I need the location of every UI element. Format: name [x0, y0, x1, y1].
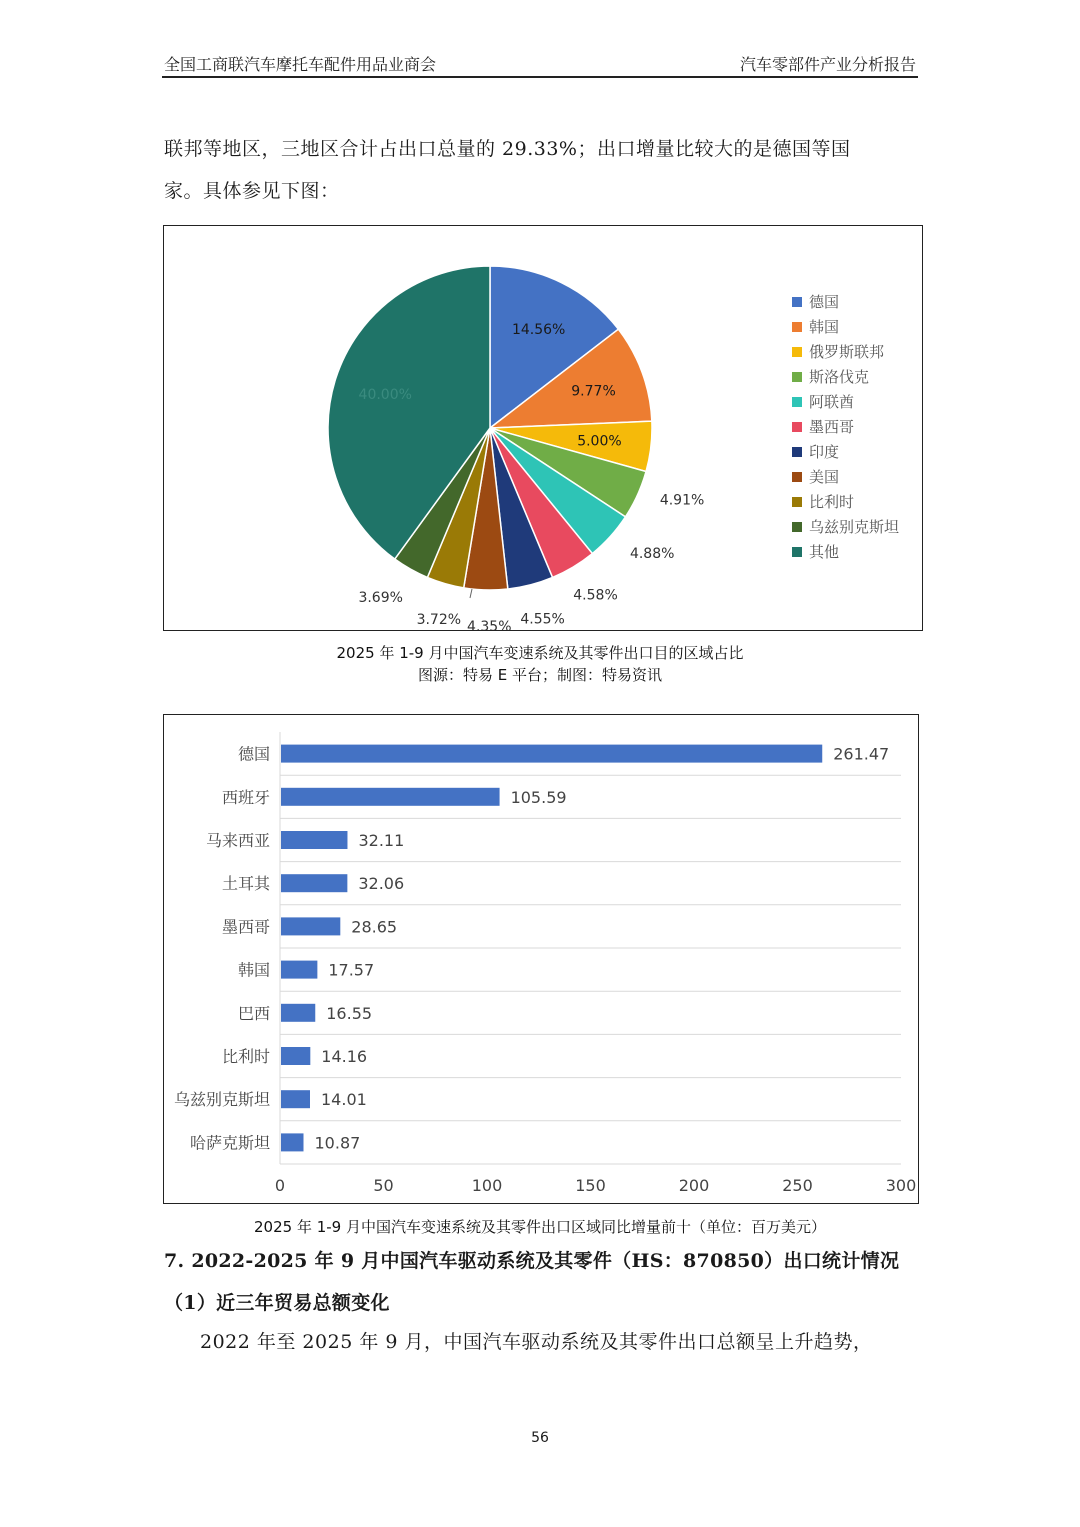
legend-swatch [792, 397, 802, 407]
bar [281, 917, 340, 935]
bar-chart [164, 715, 918, 1203]
legend-swatch [792, 422, 802, 432]
pie-data-label: 5.00% [577, 433, 622, 450]
legend-label: 美国 [809, 468, 840, 486]
pie-data-label: 3.69% [358, 590, 403, 607]
legend-label: 乌兹别克斯坦 [809, 518, 900, 536]
header-rule [162, 76, 918, 78]
legend-label: 德国 [809, 293, 840, 311]
pie-data-label: 4.35% [467, 618, 512, 630]
legend-label: 其他 [809, 543, 840, 561]
value-label: 32.11 [358, 831, 405, 850]
pie-leader-line [470, 589, 472, 598]
paragraph-line-2: 家。具体参见下图： [164, 180, 340, 202]
pie-data-label: 40.00% [358, 386, 412, 403]
category-label: 巴西 [237, 1003, 270, 1023]
pie-data-label: 14.56% [511, 322, 566, 339]
legend-swatch [792, 547, 802, 557]
bar [281, 745, 822, 763]
legend-label: 斯洛伐克 [809, 368, 870, 386]
pie-data-label: 4.55% [520, 611, 565, 628]
paragraph-2: 2022 年至 2025 年 9 月，中国汽车驱动系统及其零件出口总额呈上升趋势， [200, 1331, 873, 1353]
pie-data-label: 3.72% [416, 612, 462, 629]
category-label: 土耳其 [221, 874, 270, 894]
pie-chart [164, 226, 922, 630]
bar [281, 1004, 315, 1022]
legend-swatch [792, 472, 802, 482]
category-label: 西班牙 [221, 787, 270, 807]
pie-chart-caption: 2025 年 1-9 月中国汽车变速系统及其零件出口目的区域占比 [336, 644, 744, 662]
value-label: 10.87 [314, 1133, 361, 1153]
legend-swatch [792, 522, 802, 532]
category-label: 墨西哥 [221, 917, 270, 937]
value-label: 32.06 [358, 874, 405, 894]
category-label: 乌兹别克斯坦 [173, 1090, 270, 1110]
legend-swatch [792, 372, 802, 382]
category-label: 韩国 [237, 960, 270, 980]
pie-chart-frame [163, 225, 923, 631]
value-label: 14.16 [321, 1047, 368, 1066]
x-tick-label: 300 [885, 1176, 917, 1195]
paragraph-line-1: 联邦等地区，三地区合计占出口总量的 29.33%；出口增量比较大的是德国等国 [164, 138, 851, 160]
legend-swatch [792, 347, 802, 357]
x-tick-label: 150 [575, 1176, 606, 1195]
header-report-title: 汽车零部件产业分析报告 [739, 55, 916, 74]
bar [281, 1090, 310, 1108]
legend-label: 墨西哥 [809, 418, 855, 436]
legend-swatch [792, 497, 802, 507]
section-heading: 7. 2022-2025 年 9 月中国汽车驱动系统及其零件（HS：870850）出口统计情况 [164, 1250, 900, 1272]
x-tick-label: 50 [373, 1176, 394, 1195]
legend-label: 印度 [809, 443, 840, 461]
pie-data-label: 4.88% [629, 546, 675, 563]
pie-chart-source: 图源：特易 E 平台；制图：特易资讯 [417, 666, 662, 684]
legend-swatch [792, 447, 802, 457]
bar-chart-caption: 2025 年 1-9 月中国汽车变速系统及其零件出口区域同比增量前十（单位：百万美元） [254, 1218, 826, 1236]
header-org-name: 全国工商联汽车摩托车配件用品业商会 [164, 55, 437, 74]
legend-label: 俄罗斯联邦 [809, 343, 885, 361]
value-label: 17.57 [328, 960, 375, 980]
bar [281, 788, 500, 806]
subsection-heading: （1）近三年贸易总额变化 [164, 1292, 390, 1314]
category-label: 比利时 [221, 1047, 270, 1066]
category-label: 德国 [237, 744, 270, 764]
category-label: 马来西亚 [205, 831, 270, 850]
value-label: 14.01 [321, 1090, 367, 1110]
pie-data-label: 4.58% [573, 587, 618, 604]
x-tick-label: 0 [274, 1176, 286, 1195]
legend-swatch [792, 297, 802, 307]
bar [281, 1047, 310, 1065]
page-number: 56 [531, 1430, 549, 1446]
legend-swatch [792, 322, 802, 332]
x-tick-label: 100 [471, 1176, 503, 1195]
bar [281, 874, 347, 892]
legend-label: 韩国 [809, 318, 840, 336]
value-label: 16.55 [326, 1003, 373, 1023]
pie-data-label: 4.91% [659, 492, 705, 509]
bar [281, 1133, 304, 1151]
x-tick-label: 200 [678, 1176, 710, 1195]
legend-label: 比利时 [809, 493, 855, 511]
value-label: 105.59 [510, 787, 567, 807]
value-label: 261.47 [833, 744, 890, 764]
bar-chart-frame [163, 714, 919, 1204]
x-tick-label: 250 [782, 1176, 813, 1195]
pie-data-label: 9.77% [571, 383, 616, 400]
bar [281, 831, 347, 849]
bar [281, 961, 317, 979]
value-label: 28.65 [351, 917, 398, 937]
category-label: 哈萨克斯坦 [189, 1133, 270, 1153]
legend-label: 阿联酋 [809, 393, 855, 411]
